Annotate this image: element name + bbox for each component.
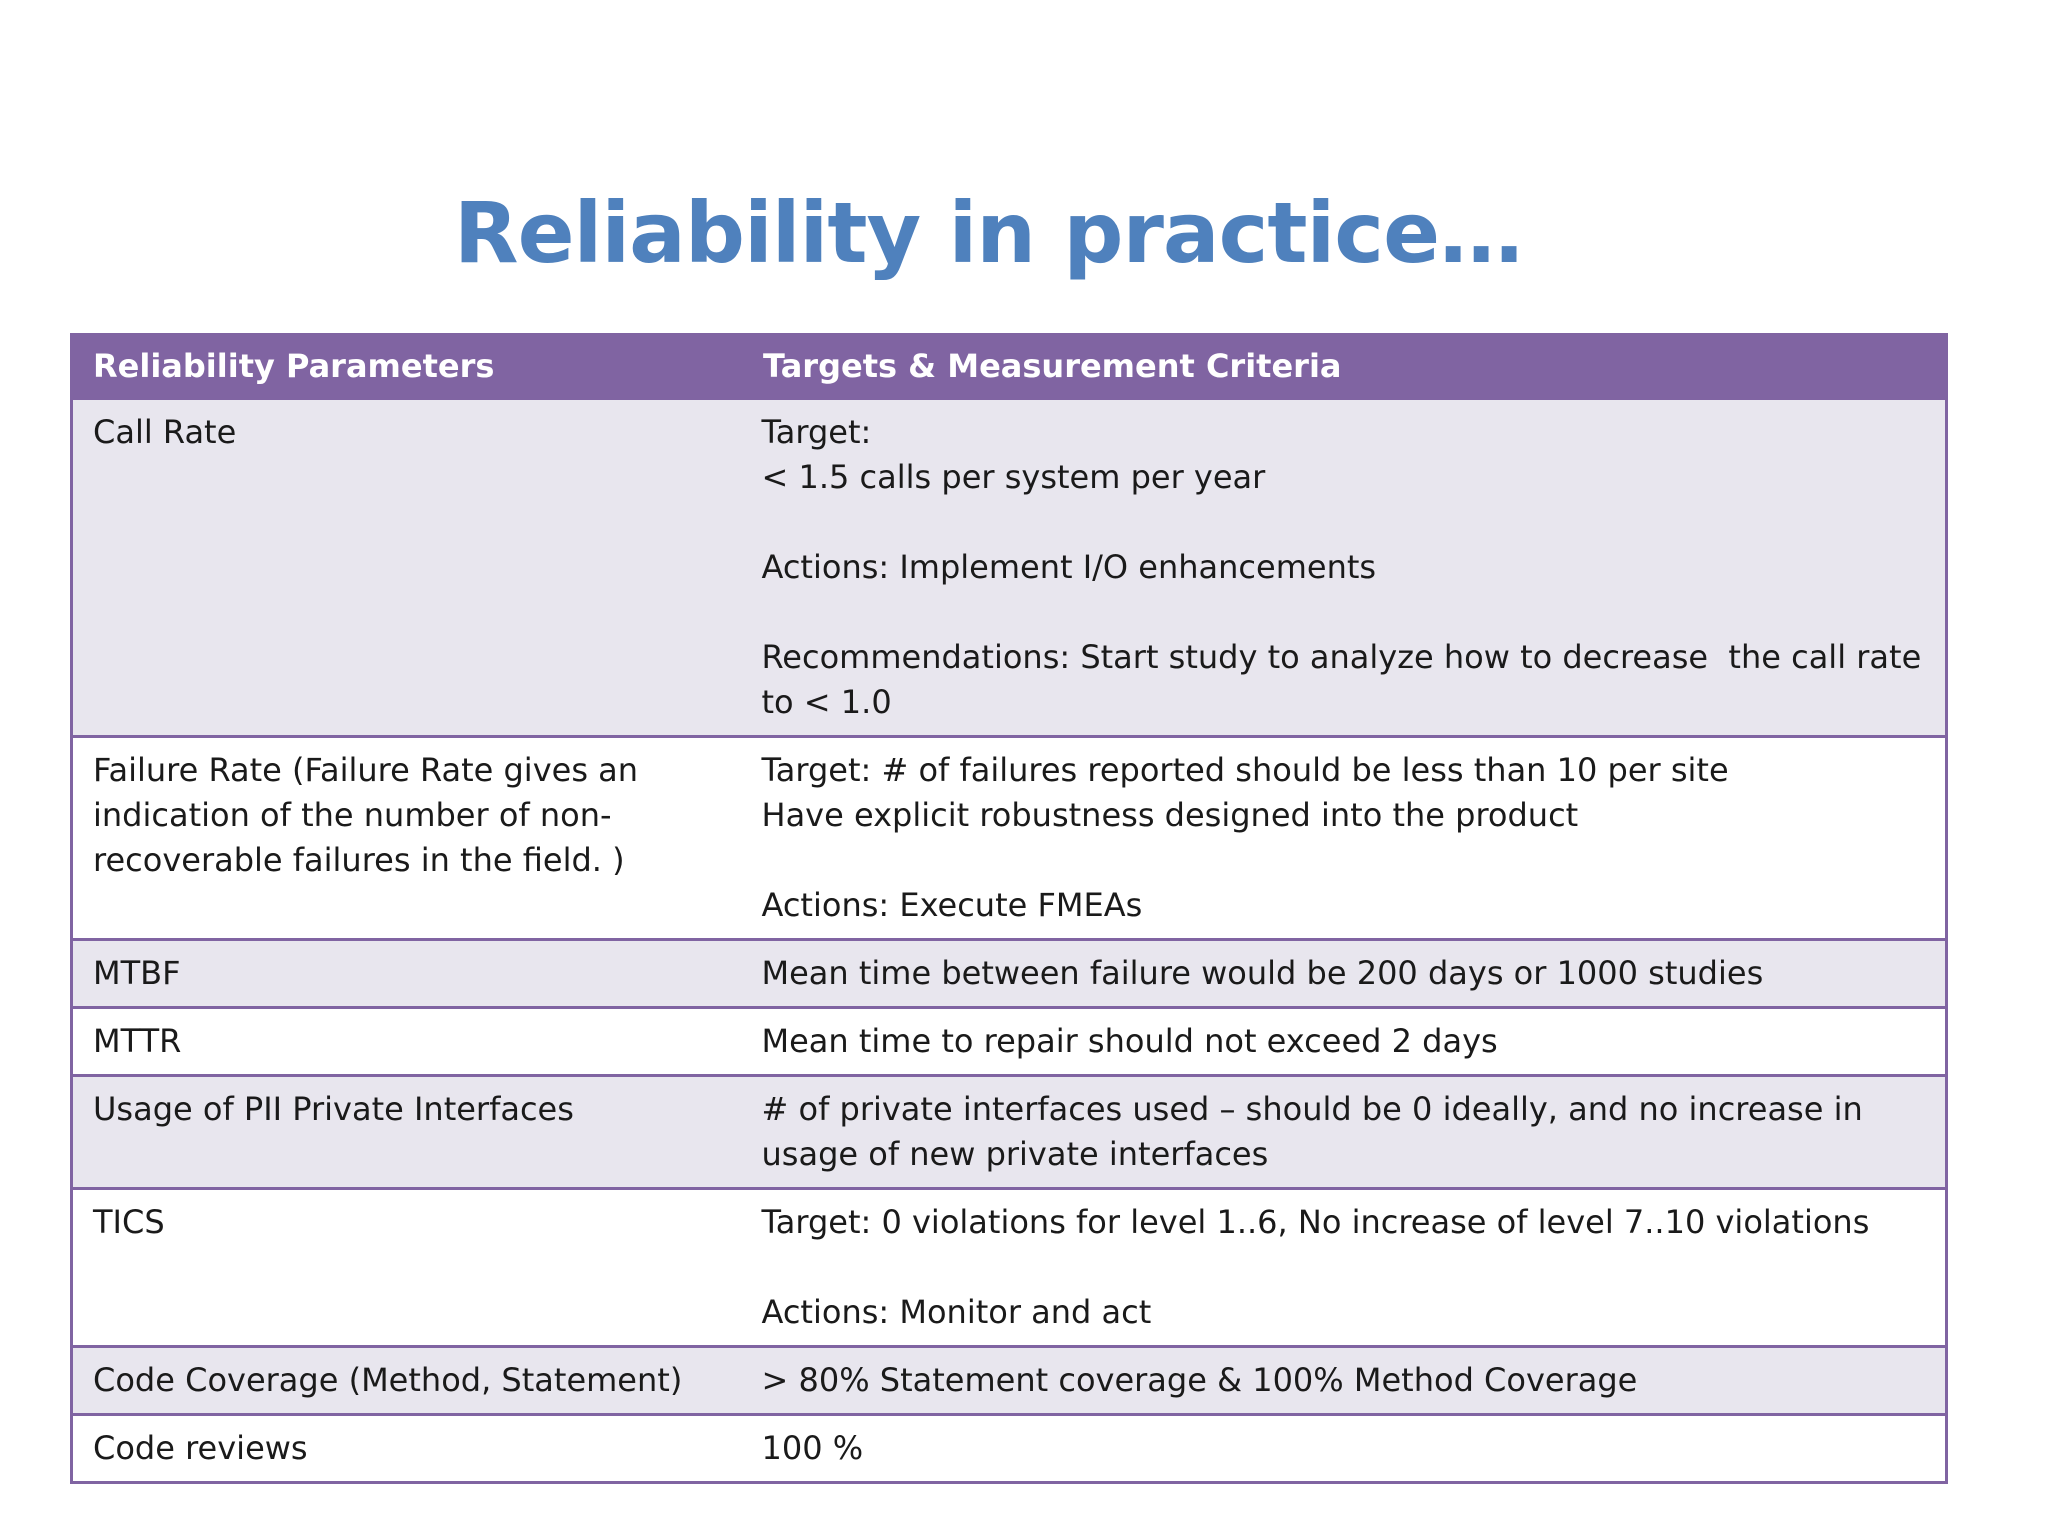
criteria-line xyxy=(762,838,1926,883)
criteria-line: Mean time between failure would be 200 days or 1000 studies xyxy=(761,954,1764,992)
criteria-line: Mean time to repair should not exceed 2 days xyxy=(761,1022,1498,1060)
parameter-cell: Code Coverage (Method, Statement) xyxy=(72,1347,742,1415)
criteria-cell xyxy=(742,1415,1947,1483)
criteria-cell xyxy=(742,940,1947,1008)
criteria-line xyxy=(762,500,1926,545)
criteria-line: Target: # of failures reported should be less than 10 per site xyxy=(761,751,1729,789)
table-row xyxy=(72,940,1947,1008)
criteria-cell xyxy=(742,1008,1947,1076)
table-header xyxy=(72,333,1947,399)
header-reliability-parameters: Reliability Parameters xyxy=(72,333,742,399)
parameter-cell: MTBF xyxy=(72,940,742,1008)
criteria-cell xyxy=(742,1189,1947,1347)
criteria-line: 100 % xyxy=(761,1429,864,1467)
header-targets-criteria: Targets & Measurement Criteria xyxy=(742,333,1947,399)
criteria-line: Actions: Implement I/O enhancements xyxy=(761,548,1377,586)
criteria-line: Target: 0 violations for level 1..6, No increase of level 7..10 violations xyxy=(761,1203,1870,1241)
reliability-table-container xyxy=(70,333,1948,1484)
criteria-cell xyxy=(742,737,1947,940)
criteria-line: > 80% Statement coverage & 100% Method Coverage xyxy=(761,1361,1638,1399)
parameter-cell: TICS xyxy=(72,1189,742,1347)
table-row xyxy=(72,1008,1947,1076)
table-body xyxy=(72,399,1947,1483)
parameter-cell: Code reviews xyxy=(72,1415,742,1483)
slide-title: Reliability in practice… xyxy=(453,184,1523,282)
reliability-table xyxy=(70,333,1948,1484)
criteria-cell xyxy=(742,1076,1947,1189)
table-header-row xyxy=(72,333,1947,399)
criteria-line: Target: xyxy=(761,413,872,451)
parameter-cell: MTTR xyxy=(72,1008,742,1076)
parameter-cell: Call Rate xyxy=(72,399,742,737)
criteria-cell xyxy=(742,399,1947,737)
criteria-line xyxy=(762,590,1926,635)
table-row xyxy=(72,1347,1947,1415)
criteria-line xyxy=(762,1245,1926,1290)
criteria-line: Recommendations: Start study to analyze how to decrease the call rate to < 1.0 xyxy=(761,638,1932,721)
criteria-line: Actions: Execute FMEAs xyxy=(761,886,1143,924)
criteria-line: < 1.5 calls per system per year xyxy=(761,458,1266,496)
criteria-cell xyxy=(742,1347,1947,1415)
table-row xyxy=(72,1076,1947,1189)
criteria-line: Actions: Monitor and act xyxy=(761,1293,1152,1331)
table-row xyxy=(72,737,1947,940)
table-row xyxy=(72,1189,1947,1347)
table-row xyxy=(72,399,1947,737)
parameter-cell: Failure Rate (Failure Rate gives an indication of the number of non-recoverable failures in the field. ) xyxy=(72,737,742,940)
criteria-line: Have explicit robustness designed into the product xyxy=(761,796,1579,834)
table-row xyxy=(72,1415,1947,1483)
parameter-cell: Usage of PII Private Interfaces xyxy=(72,1076,742,1189)
criteria-line: # of private interfaces used – should be 0 ideally, and no increase in usage of new private interfaces xyxy=(761,1090,1873,1173)
